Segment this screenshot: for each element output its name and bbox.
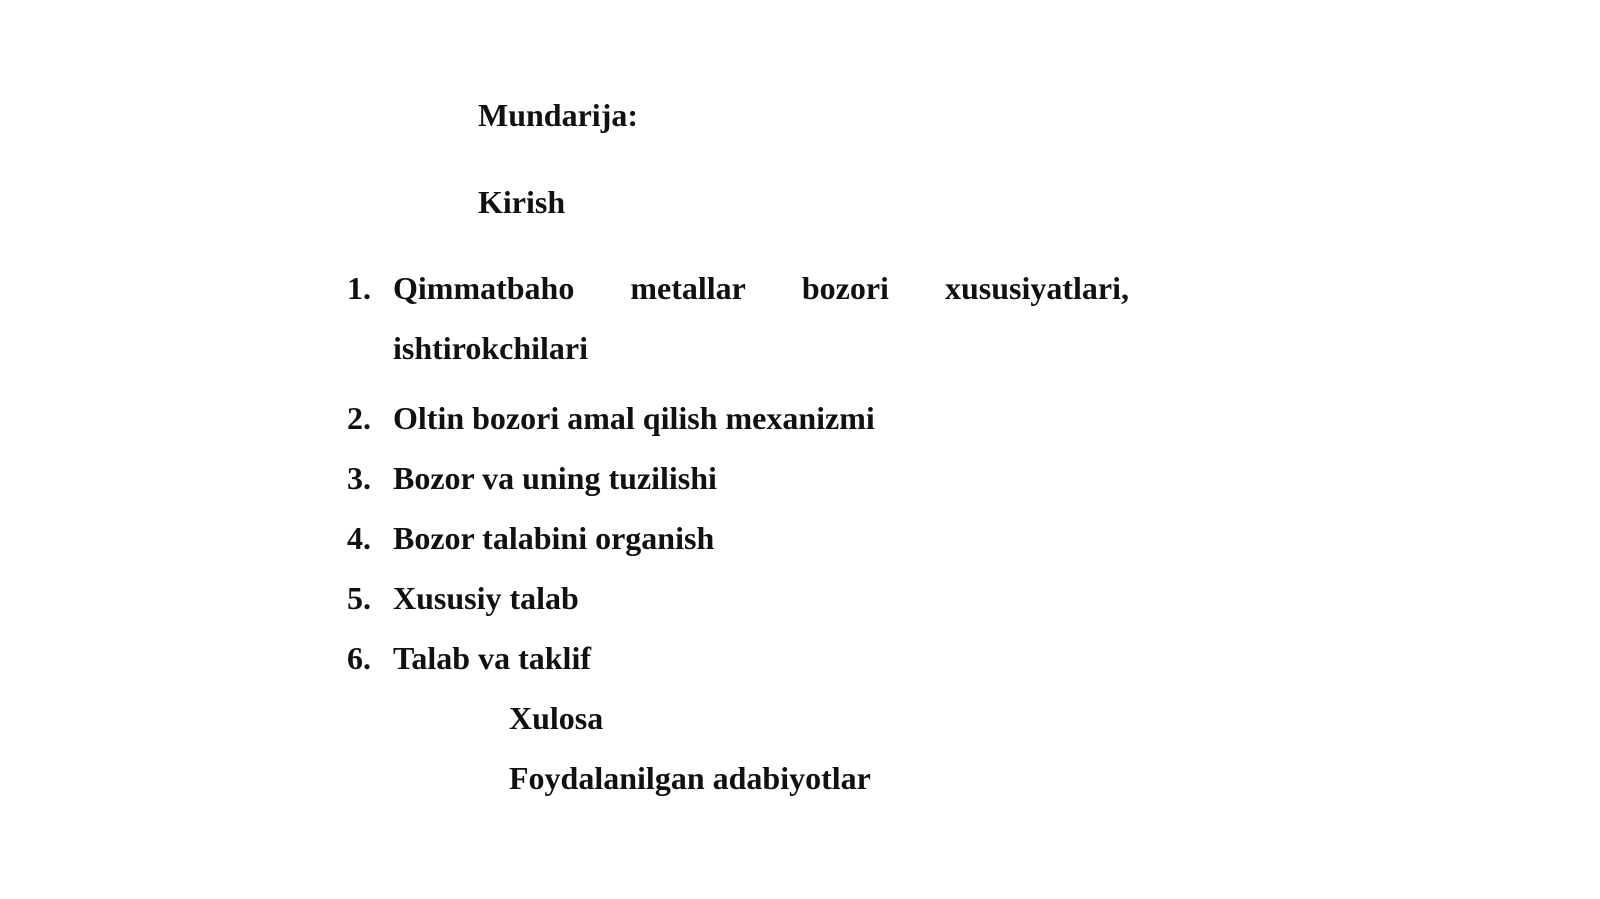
toc-item-1-line-1: [393, 268, 1129, 308]
toc-item: Talab va taklif: [393, 640, 591, 676]
list-number: 4.: [347, 520, 371, 556]
list-number: 1.: [347, 270, 371, 306]
toc-item-1-line-2: ishtirokchilari: [393, 330, 588, 366]
toc-item-1-word: bozori: [801, 270, 889, 306]
toc-references: Foydalanilgan adabiyotlar: [509, 760, 871, 796]
toc-item: Xususiy talab: [393, 580, 579, 616]
toc-item-1-word: metallar: [630, 270, 746, 306]
toc-item: Bozor talabini organish: [393, 520, 715, 556]
list-number: 6.: [347, 640, 371, 676]
toc-item: Oltin bozori amal qilish mexanizmi: [393, 400, 875, 436]
toc-conclusion: Xulosa: [509, 700, 604, 736]
list-number: 2.: [347, 400, 371, 436]
toc-intro: Kirish: [478, 184, 566, 220]
toc-item-1-word: xususiyatlari,: [944, 270, 1129, 306]
page-title: Mundarija:: [478, 97, 638, 133]
toc-item: Bozor va uning tuzilishi: [393, 460, 717, 496]
toc-item-1-word: Qimmatbaho: [393, 270, 575, 306]
list-number: 5.: [347, 580, 371, 616]
list-number: 3.: [347, 460, 371, 496]
